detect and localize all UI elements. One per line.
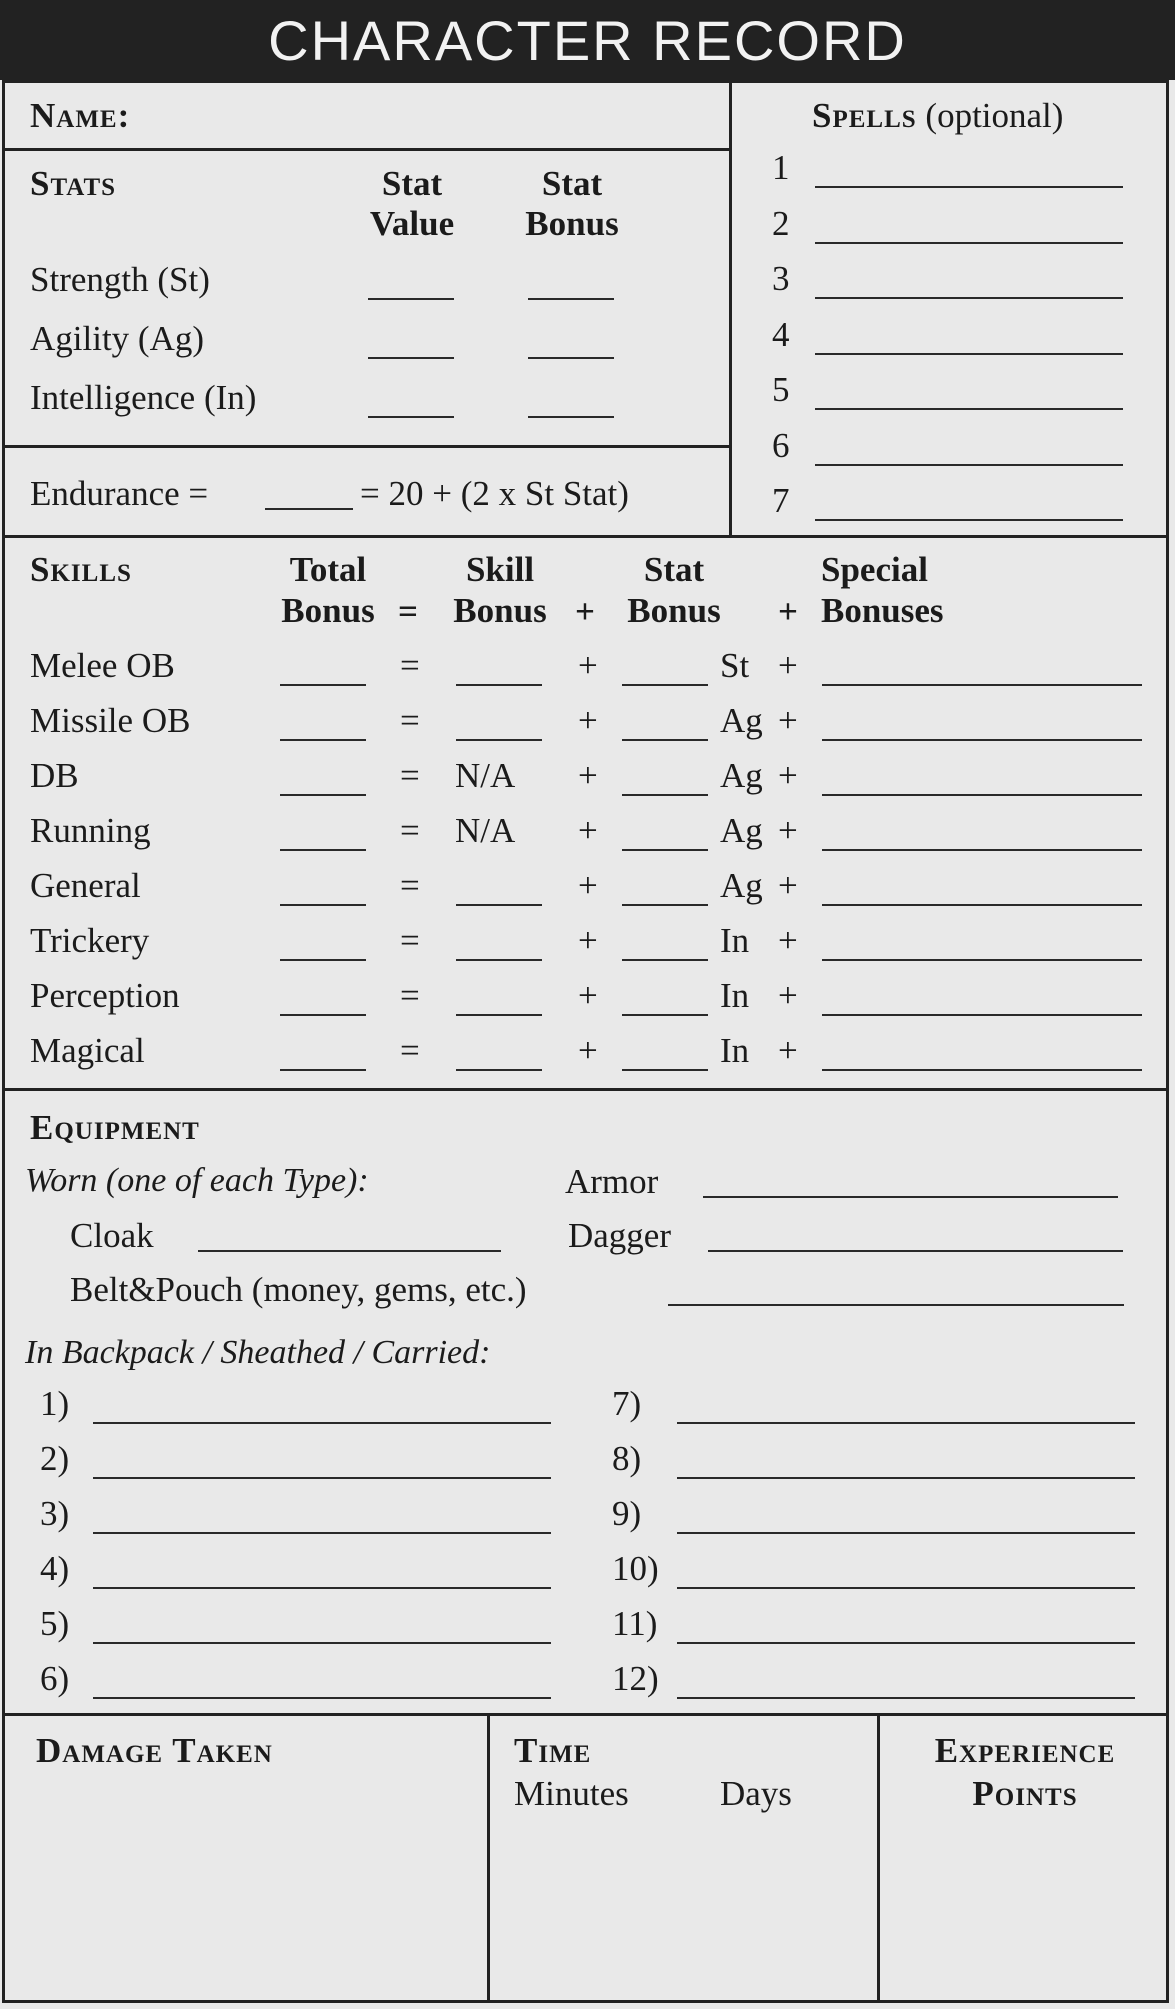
skill-equals: = — [400, 811, 420, 850]
special-bonuses-field[interactable] — [822, 1014, 1142, 1016]
skill-plus: + — [578, 701, 598, 740]
spell-number: 7 — [772, 481, 790, 520]
stat-value-field[interactable] — [368, 416, 454, 418]
total-bonus-header-line1: Total — [289, 550, 367, 589]
experience-points-heading — [885, 1733, 1165, 1811]
cloak-label: Cloak — [70, 1216, 154, 1255]
skill-plus: + — [578, 1031, 598, 1070]
carried-item-field[interactable] — [677, 1422, 1135, 1424]
skill-plus-2: + — [778, 701, 798, 740]
armor-label: Armor — [565, 1162, 659, 1201]
endurance-formula: = 20 + (2 x St Stat) — [360, 474, 629, 513]
stat-abbrev: In — [720, 921, 750, 960]
skill-bonus-header-line2: Bonus — [453, 591, 547, 630]
skill-plus: + — [578, 976, 598, 1015]
stat-abbrev: In — [720, 1031, 750, 1070]
stat-bonus-field[interactable] — [528, 298, 614, 300]
stat-value-header — [352, 166, 472, 241]
carried-item-field[interactable] — [93, 1587, 551, 1589]
skill-equals: = — [400, 866, 420, 905]
total-bonus-field[interactable] — [280, 684, 366, 686]
divider-skills — [2, 535, 1169, 538]
spells-heading — [812, 98, 1063, 133]
carried-item-number: 5) — [40, 1604, 70, 1643]
carried-item-number: 11) — [612, 1604, 658, 1643]
stat-bonus-header-line1: Stat — [541, 164, 603, 203]
skill-bonus-field[interactable] — [456, 1069, 542, 1071]
carried-item-field[interactable] — [93, 1532, 551, 1534]
belt-pouch-label: Belt&Pouch (money, gems, etc.) — [70, 1270, 527, 1309]
time-heading: Time — [514, 1731, 592, 1770]
stat-row-label: Strength (St) — [30, 260, 210, 299]
carried-label: In Backpack / Sheathed / Carried: — [25, 1334, 491, 1371]
special-bonuses-field[interactable] — [822, 739, 1142, 741]
endurance-field[interactable] — [265, 508, 353, 510]
special-bonuses-header-line1: Special — [821, 550, 928, 589]
experience-points-box[interactable] — [885, 1825, 1160, 1995]
carried-item-field[interactable] — [93, 1422, 551, 1424]
special-bonuses-field[interactable] — [822, 1069, 1142, 1071]
special-bonuses-field[interactable] — [822, 849, 1142, 851]
skill-plus-2: + — [778, 976, 798, 1015]
equipment-heading: Equipment — [30, 1108, 200, 1147]
stat-bonus-field[interactable] — [528, 357, 614, 359]
carried-item-number: 12) — [612, 1659, 659, 1698]
stat-bonus-skill-header — [614, 552, 734, 628]
skill-bonus-field[interactable] — [456, 959, 542, 961]
carried-item-number: 4) — [40, 1549, 70, 1588]
carried-item-field[interactable] — [93, 1642, 551, 1644]
stat-abbrev: Ag — [720, 866, 763, 905]
stat-value-field[interactable] — [368, 357, 454, 359]
divider-equipment — [2, 1088, 1169, 1091]
carried-item-field[interactable] — [677, 1642, 1135, 1644]
skills-heading: Skills — [30, 550, 132, 589]
spell-number: 5 — [772, 370, 790, 409]
endurance-label: Endurance = — [30, 474, 209, 513]
damage-taken-heading: Damage Taken — [36, 1731, 273, 1770]
stat-abbrev: Ag — [720, 701, 763, 740]
skill-plus: + — [578, 866, 598, 905]
skills-header-equals: = — [398, 592, 418, 631]
stat-value-header-line2: Value — [369, 204, 455, 243]
special-bonuses-field[interactable] — [822, 684, 1142, 686]
stat-bonus-skill-header-line2: Bonus — [627, 591, 721, 630]
special-bonuses-header-line2: Bonuses — [821, 591, 944, 630]
spell-number: 1 — [772, 148, 790, 187]
skill-equals: = — [400, 921, 420, 960]
spell-number: 6 — [772, 425, 790, 465]
stat-bonus-field[interactable] — [528, 416, 614, 418]
experience-points-heading-line1: Experience — [934, 1731, 1116, 1770]
skill-row-label: Melee OB — [30, 646, 175, 685]
skill-bonus-header-line1: Skill — [465, 550, 535, 589]
spell-field[interactable] — [815, 186, 1123, 188]
dagger-field[interactable] — [708, 1250, 1123, 1252]
stat-bonus-skill-field[interactable] — [622, 684, 708, 686]
spell-number: 2 — [772, 203, 790, 243]
stat-bonus-skill-field[interactable] — [622, 904, 708, 906]
minutes-label: Minutes — [514, 1774, 629, 1813]
skill-row-label: Magical — [30, 1031, 145, 1070]
skill-plus-2: + — [778, 646, 798, 685]
special-bonuses-field[interactable] — [822, 959, 1142, 961]
stat-bonus-skill-field[interactable] — [622, 849, 708, 851]
skill-plus-2: + — [778, 921, 798, 960]
skill-plus-2: + — [778, 756, 798, 795]
skill-row-label: Perception — [30, 976, 180, 1015]
spell-field[interactable] — [815, 242, 1123, 244]
divider-footer — [2, 1713, 1169, 1716]
spells-title: Spells — [812, 96, 917, 135]
skill-bonus-field[interactable] — [456, 684, 542, 686]
skill-bonus-na: N/A — [455, 811, 516, 850]
carried-item-field[interactable] — [677, 1532, 1135, 1534]
stat-bonus-skill-field[interactable] — [622, 794, 708, 796]
special-bonuses-field[interactable] — [822, 794, 1142, 796]
carried-item-number: 2) — [40, 1439, 70, 1478]
spell-field[interactable] — [815, 353, 1123, 355]
skill-equals: = — [400, 976, 420, 1015]
carried-item-number: 10) — [612, 1549, 659, 1588]
skill-equals: = — [400, 756, 420, 795]
divider-name — [2, 148, 731, 151]
spell-number: 4 — [772, 314, 790, 354]
skill-equals: = — [400, 646, 420, 685]
stats-heading: Stats — [30, 164, 117, 203]
skill-bonus-header — [440, 552, 560, 628]
damage-taken-box[interactable] — [8, 1790, 480, 1995]
carried-item-number: 8) — [612, 1439, 642, 1478]
total-bonus-field[interactable] — [280, 849, 366, 851]
stat-bonus-skill-field[interactable] — [622, 959, 708, 961]
carried-item-field[interactable] — [677, 1697, 1135, 1699]
spell-field[interactable] — [815, 408, 1123, 410]
armor-field[interactable] — [703, 1196, 1118, 1198]
special-bonuses-header — [821, 552, 944, 628]
skill-plus-2: + — [778, 866, 798, 905]
total-bonus-field[interactable] — [280, 1069, 366, 1071]
experience-points-heading-line2: Points — [972, 1774, 1078, 1813]
dagger-label: Dagger — [568, 1216, 672, 1255]
page-title: CHARACTER RECORD — [0, 0, 1175, 80]
stat-bonus-skill-field[interactable] — [622, 1069, 708, 1071]
skills-header-plus-1: + — [575, 592, 595, 631]
spell-field[interactable] — [815, 464, 1123, 466]
skill-equals: = — [400, 1031, 420, 1070]
skill-row-label: Trickery — [30, 921, 150, 960]
stat-bonus-header-line2: Bonus — [525, 204, 619, 243]
skill-row-label: Missile OB — [30, 701, 191, 740]
stat-abbrev: St — [720, 646, 750, 685]
stat-bonus-header — [510, 166, 634, 241]
spell-number: 3 — [772, 259, 790, 298]
skill-plus: + — [578, 921, 598, 960]
special-bonuses-field[interactable] — [822, 904, 1142, 906]
belt-pouch-field[interactable] — [668, 1304, 1124, 1306]
divider-xp — [877, 1713, 880, 2003]
stat-abbrev: Ag — [720, 756, 763, 795]
total-bonus-field[interactable] — [280, 959, 366, 961]
stat-value-field[interactable] — [368, 298, 454, 300]
spell-field[interactable] — [815, 519, 1123, 521]
skill-plus-2: + — [778, 811, 798, 850]
carried-item-field[interactable] — [93, 1697, 551, 1699]
skills-header-plus-2: + — [778, 592, 798, 631]
spells-optional: (optional) — [925, 96, 1064, 135]
total-bonus-field[interactable] — [280, 904, 366, 906]
stat-bonus-skill-field[interactable] — [622, 1014, 708, 1016]
skill-equals: = — [400, 701, 420, 740]
carried-item-number: 7) — [612, 1384, 642, 1423]
skill-plus: + — [578, 646, 598, 685]
divider-time — [487, 1713, 490, 2003]
carried-item-number: 9) — [612, 1494, 642, 1533]
stat-row-label: Intelligence (In) — [30, 378, 257, 417]
carried-item-number: 3) — [40, 1494, 70, 1533]
stat-bonus-skill-field[interactable] — [622, 739, 708, 741]
spell-field[interactable] — [815, 297, 1123, 299]
skill-plus: + — [578, 811, 598, 850]
skill-bonus-na: N/A — [455, 756, 516, 795]
skill-plus: + — [578, 756, 598, 795]
stat-bonus-skill-header-line1: Stat — [643, 550, 705, 589]
skill-plus-2: + — [778, 1031, 798, 1070]
carried-item-number: 6) — [40, 1659, 70, 1698]
stat-value-header-line1: Stat — [381, 164, 443, 203]
carried-item-field[interactable] — [677, 1587, 1135, 1589]
total-bonus-field[interactable] — [280, 794, 366, 796]
divider-endurance — [2, 445, 731, 448]
worn-label: Worn (one of each Type): — [25, 1162, 369, 1199]
time-box[interactable] — [495, 1825, 870, 1995]
total-bonus-field[interactable] — [280, 739, 366, 741]
total-bonus-header-line2: Bonus — [281, 591, 375, 630]
skill-row-label: DB — [30, 756, 79, 795]
cloak-field[interactable] — [198, 1250, 501, 1252]
carried-item-field[interactable] — [677, 1477, 1135, 1479]
skill-bonus-field[interactable] — [456, 1014, 542, 1016]
skill-bonus-field[interactable] — [456, 904, 542, 906]
skill-row-label: Running — [30, 811, 151, 850]
stat-abbrev: In — [720, 976, 750, 1015]
name-label: Name: — [30, 96, 131, 135]
skill-row-label: General — [30, 866, 141, 905]
carried-item-field[interactable] — [93, 1477, 551, 1479]
total-bonus-field[interactable] — [280, 1014, 366, 1016]
stat-abbrev: Ag — [720, 811, 763, 850]
stat-row-label: Agility (Ag) — [30, 319, 205, 358]
total-bonus-header — [263, 552, 393, 628]
skill-bonus-field[interactable] — [456, 739, 542, 741]
days-label: Days — [720, 1774, 792, 1813]
carried-item-number: 1) — [40, 1384, 70, 1423]
